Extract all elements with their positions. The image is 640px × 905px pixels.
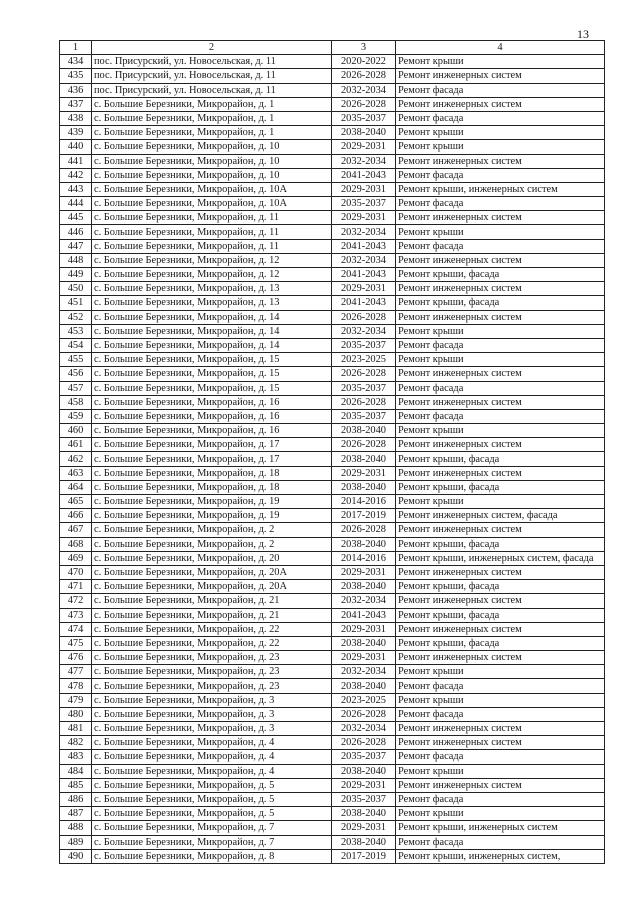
years-cell: 2017-2019 [332, 849, 396, 863]
row-number: 437 [60, 97, 92, 111]
table-row [60, 424, 605, 438]
table-row [60, 338, 605, 352]
row-number: 463 [60, 466, 92, 480]
table-header-row [60, 41, 605, 55]
work-type-cell: Ремонт крыши [396, 225, 605, 239]
work-type-cell: Ремонт фасада [396, 835, 605, 849]
address-cell: с. Большие Березники, Микрорайон, д. 23 [92, 651, 332, 665]
years-cell: 2032-2034 [332, 324, 396, 338]
row-number: 480 [60, 707, 92, 721]
table-body [60, 55, 605, 864]
row-number: 438 [60, 111, 92, 125]
work-type-cell: Ремонт фасада [396, 239, 605, 253]
address-cell: пос. Присурский, ул. Новосельская, д. 11 [92, 55, 332, 69]
work-type-cell: Ремонт фасада [396, 679, 605, 693]
table-row [60, 182, 605, 196]
row-number: 436 [60, 83, 92, 97]
row-number: 445 [60, 211, 92, 225]
table-row [60, 764, 605, 778]
work-type-cell: Ремонт фасада [396, 111, 605, 125]
work-type-cell: Ремонт инженерных систем [396, 253, 605, 267]
table-row [60, 509, 605, 523]
address-cell: с. Большие Березники, Микрорайон, д. 21 [92, 594, 332, 608]
years-cell: 2038-2040 [332, 424, 396, 438]
table-row [60, 480, 605, 494]
years-cell: 2032-2034 [332, 722, 396, 736]
work-type-cell: Ремонт фасада [396, 707, 605, 721]
work-type-cell: Ремонт инженерных систем [396, 211, 605, 225]
years-cell: 2029-2031 [332, 282, 396, 296]
table-row [60, 792, 605, 806]
address-cell: с. Большие Березники, Микрорайон, д. 2 [92, 523, 332, 537]
address-cell: с. Большие Березники, Микрорайон, д. 11 [92, 225, 332, 239]
row-number: 458 [60, 395, 92, 409]
years-cell: 2035-2037 [332, 381, 396, 395]
work-type-cell: Ремонт инженерных систем [396, 651, 605, 665]
address-cell: с. Большие Березники, Микрорайон, д. 16 [92, 395, 332, 409]
years-cell: 2020-2022 [332, 55, 396, 69]
years-cell: 2029-2031 [332, 778, 396, 792]
row-number: 471 [60, 580, 92, 594]
years-cell: 2035-2037 [332, 750, 396, 764]
table-row [60, 693, 605, 707]
years-cell: 2014-2016 [332, 551, 396, 565]
table-row [60, 168, 605, 182]
address-cell: с. Большие Березники, Микрорайон, д. 18 [92, 480, 332, 494]
years-cell: 2026-2028 [332, 438, 396, 452]
work-type-cell: Ремонт инженерных систем [396, 367, 605, 381]
work-type-cell: Ремонт инженерных систем [396, 310, 605, 324]
years-cell: 2041-2043 [332, 608, 396, 622]
address-cell: с. Большие Березники, Микрорайон, д. 14 [92, 324, 332, 338]
column-header: 1 [60, 41, 92, 55]
work-type-cell: Ремонт крыши, инженерных систем, фасада [396, 551, 605, 565]
address-cell: с. Большие Березники, Микрорайон, д. 1 [92, 111, 332, 125]
address-cell: с. Большие Березники, Микрорайон, д. 15 [92, 353, 332, 367]
table-row [60, 736, 605, 750]
table-row [60, 381, 605, 395]
years-cell: 2026-2028 [332, 523, 396, 537]
table-row [60, 197, 605, 211]
table-row [60, 495, 605, 509]
address-cell: с. Большие Березники, Микрорайон, д. 3 [92, 722, 332, 736]
years-cell: 2032-2034 [332, 83, 396, 97]
row-number: 444 [60, 197, 92, 211]
table-row [60, 849, 605, 863]
row-number: 460 [60, 424, 92, 438]
row-number: 454 [60, 338, 92, 352]
years-cell: 2032-2034 [332, 665, 396, 679]
address-cell: с. Большие Березники, Микрорайон, д. 14 [92, 338, 332, 352]
address-cell: с. Большие Березники, Микрорайон, д. 11 [92, 239, 332, 253]
years-cell: 2038-2040 [332, 679, 396, 693]
address-cell: с. Большие Березники, Микрорайон, д. 20 [92, 551, 332, 565]
address-cell: с. Большие Березники, Микрорайон, д. 10 [92, 140, 332, 154]
address-cell: с. Большие Березники, Микрорайон, д. 4 [92, 750, 332, 764]
work-type-cell: Ремонт фасада [396, 750, 605, 764]
row-number: 455 [60, 353, 92, 367]
address-cell: пос. Присурский, ул. Новосельская, д. 11 [92, 83, 332, 97]
work-type-cell: Ремонт инженерных систем [396, 594, 605, 608]
work-type-cell: Ремонт крыши [396, 693, 605, 707]
years-cell: 2032-2034 [332, 594, 396, 608]
years-cell: 2029-2031 [332, 211, 396, 225]
table-row [60, 523, 605, 537]
work-type-cell: Ремонт крыши [396, 807, 605, 821]
address-cell: пос. Присурский, ул. Новосельская, д. 11 [92, 69, 332, 83]
row-number: 462 [60, 452, 92, 466]
table-row [60, 537, 605, 551]
table-row [60, 310, 605, 324]
table-row [60, 55, 605, 69]
column-header: 3 [332, 41, 396, 55]
address-cell: с. Большие Березники, Микрорайон, д. 20А [92, 565, 332, 579]
years-cell: 2026-2028 [332, 69, 396, 83]
address-cell: с. Большие Березники, Микрорайон, д. 19 [92, 509, 332, 523]
row-number: 440 [60, 140, 92, 154]
work-type-cell: Ремонт крыши [396, 665, 605, 679]
years-cell: 2038-2040 [332, 480, 396, 494]
row-number: 474 [60, 622, 92, 636]
table-row [60, 154, 605, 168]
years-cell: 2029-2031 [332, 182, 396, 196]
table-row [60, 722, 605, 736]
table-row [60, 97, 605, 111]
address-cell: с. Большие Березники, Микрорайон, д. 13 [92, 282, 332, 296]
years-cell: 2026-2028 [332, 97, 396, 111]
table-row [60, 83, 605, 97]
row-number: 466 [60, 509, 92, 523]
work-type-cell: Ремонт крыши [396, 424, 605, 438]
table-row [60, 367, 605, 381]
row-number: 484 [60, 764, 92, 778]
row-number: 446 [60, 225, 92, 239]
table-row [60, 239, 605, 253]
work-type-cell: Ремонт фасада [396, 338, 605, 352]
work-type-cell: Ремонт инженерных систем [396, 565, 605, 579]
years-cell: 2029-2031 [332, 622, 396, 636]
years-cell: 2035-2037 [332, 409, 396, 423]
row-number: 453 [60, 324, 92, 338]
row-number: 478 [60, 679, 92, 693]
row-number: 489 [60, 835, 92, 849]
row-number: 485 [60, 778, 92, 792]
work-type-cell: Ремонт фасада [396, 381, 605, 395]
address-cell: с. Большие Березники, Микрорайон, д. 7 [92, 835, 332, 849]
row-number: 467 [60, 523, 92, 537]
table-row [60, 268, 605, 282]
table-row [60, 707, 605, 721]
work-type-cell: Ремонт крыши [396, 324, 605, 338]
years-cell: 2035-2037 [332, 111, 396, 125]
address-cell: с. Большие Березники, Микрорайон, д. 2 [92, 537, 332, 551]
table-row [60, 253, 605, 267]
table-row [60, 651, 605, 665]
table-row [60, 665, 605, 679]
table-row [60, 69, 605, 83]
address-cell: с. Большие Березники, Микрорайон, д. 3 [92, 693, 332, 707]
table-row [60, 466, 605, 480]
row-number: 459 [60, 409, 92, 423]
years-cell: 2026-2028 [332, 395, 396, 409]
years-cell: 2041-2043 [332, 239, 396, 253]
row-number: 443 [60, 182, 92, 196]
row-number: 457 [60, 381, 92, 395]
table-row [60, 750, 605, 764]
address-cell: с. Большие Березники, Микрорайон, д. 16 [92, 424, 332, 438]
years-cell: 2035-2037 [332, 338, 396, 352]
work-type-cell: Ремонт фасада [396, 83, 605, 97]
work-type-cell: Ремонт крыши [396, 353, 605, 367]
address-cell: с. Большие Березники, Микрорайон, д. 15 [92, 367, 332, 381]
address-cell: с. Большие Березники, Микрорайон, д. 1 [92, 97, 332, 111]
table-row [60, 211, 605, 225]
years-cell: 2038-2040 [332, 126, 396, 140]
years-cell: 2041-2043 [332, 268, 396, 282]
row-number: 482 [60, 736, 92, 750]
years-cell: 2026-2028 [332, 367, 396, 381]
address-cell: с. Большие Березники, Микрорайон, д. 17 [92, 452, 332, 466]
address-cell: с. Большие Березники, Микрорайон, д. 14 [92, 310, 332, 324]
table-row [60, 126, 605, 140]
row-number: 476 [60, 651, 92, 665]
work-type-cell: Ремонт крыши [396, 495, 605, 509]
years-cell: 2026-2028 [332, 707, 396, 721]
work-type-cell: Ремонт инженерных систем [396, 395, 605, 409]
years-cell: 2038-2040 [332, 537, 396, 551]
row-number: 483 [60, 750, 92, 764]
years-cell: 2029-2031 [332, 565, 396, 579]
work-type-cell: Ремонт крыши [396, 55, 605, 69]
years-cell: 2026-2028 [332, 736, 396, 750]
row-number: 456 [60, 367, 92, 381]
row-number: 461 [60, 438, 92, 452]
work-type-cell: Ремонт крыши, фасада [396, 580, 605, 594]
work-type-cell: Ремонт крыши [396, 764, 605, 778]
address-cell: с. Большие Березники, Микрорайон, д. 16 [92, 409, 332, 423]
address-cell: с. Большие Березники, Микрорайон, д. 5 [92, 792, 332, 806]
work-type-cell: Ремонт инженерных систем [396, 97, 605, 111]
row-number: 486 [60, 792, 92, 806]
table-row [60, 551, 605, 565]
address-cell: с. Большие Березники, Микрорайон, д. 1 [92, 126, 332, 140]
table-row [60, 778, 605, 792]
work-type-cell: Ремонт крыши, фасада [396, 608, 605, 622]
work-type-cell: Ремонт крыши, фасада [396, 452, 605, 466]
column-header: 4 [396, 41, 605, 55]
table-row [60, 296, 605, 310]
row-number: 464 [60, 480, 92, 494]
years-cell: 2038-2040 [332, 580, 396, 594]
work-type-cell: Ремонт фасада [396, 409, 605, 423]
years-cell: 2038-2040 [332, 835, 396, 849]
row-number: 475 [60, 636, 92, 650]
row-number: 447 [60, 239, 92, 253]
row-number: 441 [60, 154, 92, 168]
address-cell: с. Большие Березники, Микрорайон, д. 13 [92, 296, 332, 310]
address-cell: с. Большие Березники, Микрорайон, д. 20А [92, 580, 332, 594]
row-number: 472 [60, 594, 92, 608]
work-type-cell: Ремонт инженерных систем [396, 736, 605, 750]
work-type-cell: Ремонт инженерных систем [396, 778, 605, 792]
address-cell: с. Большие Березники, Микрорайон, д. 17 [92, 438, 332, 452]
repair-schedule-table [59, 40, 605, 864]
work-type-cell: Ремонт инженерных систем [396, 282, 605, 296]
row-number: 477 [60, 665, 92, 679]
years-cell: 2038-2040 [332, 807, 396, 821]
row-number: 448 [60, 253, 92, 267]
row-number: 449 [60, 268, 92, 282]
years-cell: 2032-2034 [332, 253, 396, 267]
years-cell: 2035-2037 [332, 792, 396, 806]
years-cell: 2029-2031 [332, 821, 396, 835]
table-row [60, 565, 605, 579]
row-number: 442 [60, 168, 92, 182]
row-number: 473 [60, 608, 92, 622]
address-cell: с. Большие Березники, Микрорайон, д. 4 [92, 764, 332, 778]
table-row [60, 409, 605, 423]
address-cell: с. Большие Березники, Микрорайон, д. 12 [92, 268, 332, 282]
years-cell: 2041-2043 [332, 296, 396, 310]
table-row [60, 636, 605, 650]
address-cell: с. Большие Березники, Микрорайон, д. 4 [92, 736, 332, 750]
address-cell: с. Большие Березники, Микрорайон, д. 23 [92, 665, 332, 679]
work-type-cell: Ремонт инженерных систем [396, 154, 605, 168]
address-cell: с. Большие Березники, Микрорайон, д. 3 [92, 707, 332, 721]
work-type-cell: Ремонт крыши, фасада [396, 636, 605, 650]
row-number: 439 [60, 126, 92, 140]
address-cell: с. Большие Березники, Микрорайон, д. 10А [92, 182, 332, 196]
address-cell: с. Большие Березники, Микрорайон, д. 21 [92, 608, 332, 622]
work-type-cell: Ремонт фасада [396, 168, 605, 182]
work-type-cell: Ремонт крыши [396, 126, 605, 140]
table-row [60, 835, 605, 849]
work-type-cell: Ремонт крыши, фасада [396, 268, 605, 282]
years-cell: 2014-2016 [332, 495, 396, 509]
table-row [60, 807, 605, 821]
years-cell: 2017-2019 [332, 509, 396, 523]
years-cell: 2038-2040 [332, 636, 396, 650]
row-number: 434 [60, 55, 92, 69]
row-number: 450 [60, 282, 92, 296]
address-cell: с. Большие Березники, Микрорайон, д. 5 [92, 778, 332, 792]
years-cell: 2038-2040 [332, 764, 396, 778]
table-row [60, 353, 605, 367]
table-row [60, 821, 605, 835]
row-number: 470 [60, 565, 92, 579]
years-cell: 2032-2034 [332, 225, 396, 239]
row-number: 490 [60, 849, 92, 863]
work-type-cell: Ремонт инженерных систем [396, 466, 605, 480]
table-row [60, 580, 605, 594]
address-cell: с. Большие Березники, Микрорайон, д. 12 [92, 253, 332, 267]
years-cell: 2023-2025 [332, 693, 396, 707]
row-number: 479 [60, 693, 92, 707]
row-number: 451 [60, 296, 92, 310]
years-cell: 2029-2031 [332, 651, 396, 665]
work-type-cell: Ремонт крыши, инженерных систем [396, 182, 605, 196]
row-number: 468 [60, 537, 92, 551]
work-type-cell: Ремонт инженерных систем [396, 523, 605, 537]
work-type-cell: Ремонт инженерных систем [396, 438, 605, 452]
years-cell: 2041-2043 [332, 168, 396, 182]
work-type-cell: Ремонт фасада [396, 197, 605, 211]
table-row [60, 282, 605, 296]
address-cell: с. Большие Березники, Микрорайон, д. 10 [92, 168, 332, 182]
work-type-cell: Ремонт инженерных систем [396, 722, 605, 736]
address-cell: с. Большие Березники, Микрорайон, д. 15 [92, 381, 332, 395]
years-cell: 2032-2034 [332, 154, 396, 168]
address-cell: с. Большие Березники, Микрорайон, д. 8 [92, 849, 332, 863]
years-cell: 2038-2040 [332, 452, 396, 466]
table-row [60, 679, 605, 693]
address-cell: с. Большие Березники, Микрорайон, д. 10 [92, 154, 332, 168]
row-number: 452 [60, 310, 92, 324]
work-type-cell: Ремонт крыши, инженерных систем, [396, 849, 605, 863]
years-cell: 2026-2028 [332, 310, 396, 324]
table-row [60, 438, 605, 452]
address-cell: с. Большие Березники, Микрорайон, д. 23 [92, 679, 332, 693]
work-type-cell: Ремонт крыши, инженерных систем [396, 821, 605, 835]
table-row [60, 324, 605, 338]
row-number: 465 [60, 495, 92, 509]
table-row [60, 140, 605, 154]
work-type-cell: Ремонт крыши, фасада [396, 296, 605, 310]
work-type-cell: Ремонт инженерных систем [396, 622, 605, 636]
address-cell: с. Большие Березники, Микрорайон, д. 10А [92, 197, 332, 211]
row-number: 488 [60, 821, 92, 835]
years-cell: 2035-2037 [332, 197, 396, 211]
address-cell: с. Большие Березники, Микрорайон, д. 22 [92, 622, 332, 636]
table-row [60, 225, 605, 239]
work-type-cell: Ремонт инженерных систем [396, 69, 605, 83]
address-cell: с. Большие Березники, Микрорайон, д. 7 [92, 821, 332, 835]
page-number: 13 [577, 27, 589, 41]
years-cell: 2029-2031 [332, 466, 396, 480]
table-row [60, 452, 605, 466]
table-row [60, 622, 605, 636]
address-cell: с. Большие Березники, Микрорайон, д. 22 [92, 636, 332, 650]
table-row [60, 608, 605, 622]
years-cell: 2023-2025 [332, 353, 396, 367]
work-type-cell: Ремонт фасада [396, 792, 605, 806]
row-number: 435 [60, 69, 92, 83]
years-cell: 2029-2031 [332, 140, 396, 154]
address-cell: с. Большие Березники, Микрорайон, д. 19 [92, 495, 332, 509]
work-type-cell: Ремонт крыши, фасада [396, 480, 605, 494]
work-type-cell: Ремонт инженерных систем, фасада [396, 509, 605, 523]
row-number: 487 [60, 807, 92, 821]
row-number: 469 [60, 551, 92, 565]
row-number: 481 [60, 722, 92, 736]
table-row [60, 594, 605, 608]
work-type-cell: Ремонт крыши, фасада [396, 537, 605, 551]
address-cell: с. Большие Березники, Микрорайон, д. 11 [92, 211, 332, 225]
address-cell: с. Большие Березники, Микрорайон, д. 18 [92, 466, 332, 480]
work-type-cell: Ремонт крыши [396, 140, 605, 154]
address-cell: с. Большие Березники, Микрорайон, д. 5 [92, 807, 332, 821]
table-row [60, 111, 605, 125]
table-row [60, 395, 605, 409]
column-header: 2 [92, 41, 332, 55]
